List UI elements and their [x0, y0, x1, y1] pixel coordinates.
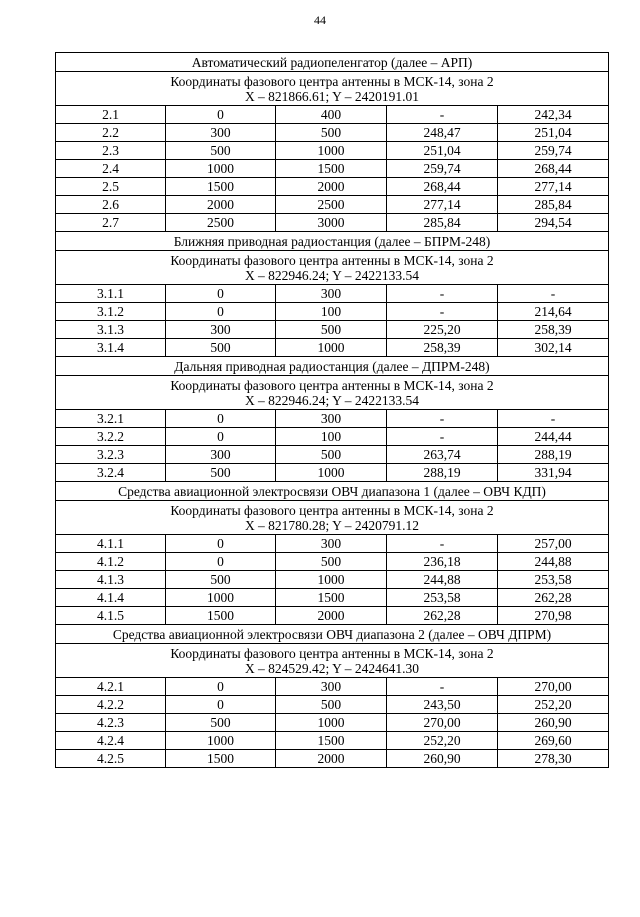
distance-from-cell: 1500	[166, 607, 276, 625]
coordinates-row	[56, 376, 609, 410]
distance-to-cell: 300	[276, 678, 387, 696]
height-from-cell: 277,14	[387, 196, 498, 214]
height-from-cell: 252,20	[387, 732, 498, 750]
distance-to-cell: 500	[276, 124, 387, 142]
distance-to-cell: 1000	[276, 464, 387, 482]
height-from-cell: 243,50	[387, 696, 498, 714]
height-from-cell: 253,58	[387, 589, 498, 607]
table-row	[56, 571, 609, 589]
distance-from-cell: 1000	[166, 160, 276, 178]
distance-to-cell: 2000	[276, 607, 387, 625]
section-title: Дальняя приводная радиостанция (далее – ДПРМ-248)	[56, 357, 609, 376]
coordinates-values: X – 821780.28; Y – 2420791.12	[244, 517, 420, 533]
height-from-cell: 288,19	[387, 464, 498, 482]
height-from-cell: 258,39	[387, 339, 498, 357]
row-number-cell: 4.1.1	[56, 535, 166, 553]
height-to-cell: 260,90	[498, 714, 609, 732]
height-to-cell: 259,74	[498, 142, 609, 160]
row-number-cell: 4.2.3	[56, 714, 166, 732]
distance-from-cell: 1000	[166, 589, 276, 607]
table-row	[56, 321, 609, 339]
height-to-cell: 258,39	[498, 321, 609, 339]
distance-to-cell: 500	[276, 553, 387, 571]
height-to-cell: 268,44	[498, 160, 609, 178]
section-title-row	[56, 625, 609, 644]
row-number-cell: 3.1.2	[56, 303, 166, 321]
distance-to-cell: 2000	[276, 178, 387, 196]
height-from-cell: 225,20	[387, 321, 498, 339]
height-from-cell: 236,18	[387, 553, 498, 571]
section-title-row	[56, 357, 609, 376]
height-to-cell: 242,34	[498, 106, 609, 124]
distance-from-cell: 1500	[166, 750, 276, 768]
distance-to-cell: 100	[276, 428, 387, 446]
distance-from-cell: 0	[166, 553, 276, 571]
table-row	[56, 732, 609, 750]
section-title-row	[56, 482, 609, 501]
distance-from-cell: 0	[166, 285, 276, 303]
coordinates-cell	[56, 501, 609, 535]
table-row	[56, 178, 609, 196]
distance-to-cell: 500	[276, 696, 387, 714]
table-row	[56, 428, 609, 446]
height-from-cell: 262,28	[387, 607, 498, 625]
section-title-row	[56, 232, 609, 251]
table-row	[56, 750, 609, 768]
distance-from-cell: 0	[166, 303, 276, 321]
height-to-cell: 270,00	[498, 678, 609, 696]
height-to-cell: 253,58	[498, 571, 609, 589]
height-to-cell: 214,64	[498, 303, 609, 321]
distance-from-cell: 2500	[166, 214, 276, 232]
obstacle-limit-table	[55, 52, 609, 768]
distance-to-cell: 1500	[276, 589, 387, 607]
row-number-cell: 4.2.5	[56, 750, 166, 768]
height-to-cell: 277,14	[498, 178, 609, 196]
table-row	[56, 553, 609, 571]
table-row	[56, 607, 609, 625]
row-number-cell: 2.4	[56, 160, 166, 178]
distance-from-cell: 500	[166, 339, 276, 357]
height-to-cell: 244,88	[498, 553, 609, 571]
row-number-cell: 2.5	[56, 178, 166, 196]
page-number: 44	[314, 13, 326, 27]
coordinates-row	[56, 501, 609, 535]
distance-from-cell: 500	[166, 142, 276, 160]
distance-to-cell: 1500	[276, 160, 387, 178]
distance-from-cell: 500	[166, 464, 276, 482]
height-to-cell: 270,98	[498, 607, 609, 625]
height-from-cell: 270,00	[387, 714, 498, 732]
section-title: Ближняя приводная радиостанция (далее – БПРМ-248)	[56, 232, 609, 251]
row-number-cell: 4.2.4	[56, 732, 166, 750]
height-from-cell: -	[387, 106, 498, 124]
distance-to-cell: 2500	[276, 196, 387, 214]
distance-from-cell: 300	[166, 124, 276, 142]
row-number-cell: 3.1.3	[56, 321, 166, 339]
row-number-cell: 3.2.2	[56, 428, 166, 446]
height-from-cell: -	[387, 410, 498, 428]
table-row	[56, 339, 609, 357]
height-to-cell: 262,28	[498, 589, 609, 607]
coordinates-cell	[56, 644, 609, 678]
table-row	[56, 535, 609, 553]
distance-from-cell: 0	[166, 106, 276, 124]
table-row	[56, 214, 609, 232]
coordinates-heading: Координаты фазового центра антенны в МСК-14, зона 2	[170, 252, 494, 268]
section-title: Средства авиационной электросвязи ОВЧ диапазона 1 (далее – ОВЧ КДП)	[56, 482, 609, 501]
height-from-cell: 251,04	[387, 142, 498, 160]
height-from-cell: -	[387, 428, 498, 446]
row-number-cell: 4.2.1	[56, 678, 166, 696]
table-row	[56, 160, 609, 178]
row-number-cell: 4.1.5	[56, 607, 166, 625]
table-row	[56, 714, 609, 732]
row-number-cell: 2.6	[56, 196, 166, 214]
distance-to-cell: 500	[276, 446, 387, 464]
distance-from-cell: 500	[166, 571, 276, 589]
row-number-cell: 4.1.2	[56, 553, 166, 571]
distance-to-cell: 300	[276, 410, 387, 428]
height-to-cell: 285,84	[498, 196, 609, 214]
row-number-cell: 3.1.1	[56, 285, 166, 303]
distance-to-cell: 400	[276, 106, 387, 124]
coordinates-row	[56, 644, 609, 678]
row-number-cell: 2.2	[56, 124, 166, 142]
row-number-cell: 2.3	[56, 142, 166, 160]
coordinates-values: X – 822946.24; Y – 2422133.54	[244, 267, 420, 283]
row-number-cell: 3.1.4	[56, 339, 166, 357]
coordinates-cell	[56, 251, 609, 285]
distance-from-cell: 1500	[166, 178, 276, 196]
table-row	[56, 678, 609, 696]
distance-to-cell: 1500	[276, 732, 387, 750]
coordinates-heading: Координаты фазового центра антенны в МСК-14, зона 2	[170, 377, 494, 393]
row-number-cell: 2.1	[56, 106, 166, 124]
height-from-cell: 285,84	[387, 214, 498, 232]
height-to-cell: 278,30	[498, 750, 609, 768]
row-number-cell: 4.1.3	[56, 571, 166, 589]
section-title-row	[56, 53, 609, 72]
distance-to-cell: 100	[276, 303, 387, 321]
distance-from-cell: 2000	[166, 196, 276, 214]
distance-to-cell: 1000	[276, 339, 387, 357]
distance-from-cell: 0	[166, 696, 276, 714]
coordinates-heading: Координаты фазового центра антенны в МСК-14, зона 2	[170, 73, 494, 89]
distance-to-cell: 300	[276, 535, 387, 553]
coordinates-row	[56, 72, 609, 106]
distance-from-cell: 0	[166, 428, 276, 446]
height-to-cell: 257,00	[498, 535, 609, 553]
distance-to-cell: 3000	[276, 214, 387, 232]
table-row	[56, 106, 609, 124]
section-title: Средства авиационной электросвязи ОВЧ диапазона 2 (далее – ОВЧ ДПРМ)	[56, 625, 609, 644]
row-number-cell: 2.7	[56, 214, 166, 232]
coordinates-row	[56, 251, 609, 285]
row-number-cell: 3.2.1	[56, 410, 166, 428]
height-to-cell: 251,04	[498, 124, 609, 142]
height-to-cell: 252,20	[498, 696, 609, 714]
table-row	[56, 446, 609, 464]
row-number-cell: 4.2.2	[56, 696, 166, 714]
table-row	[56, 124, 609, 142]
height-to-cell: 302,14	[498, 339, 609, 357]
distance-from-cell: 500	[166, 714, 276, 732]
height-to-cell: 288,19	[498, 446, 609, 464]
height-to-cell: 244,44	[498, 428, 609, 446]
coordinates-values: X – 821866.61; Y – 2420191.01	[244, 88, 420, 104]
height-to-cell: 269,60	[498, 732, 609, 750]
table-row	[56, 464, 609, 482]
distance-from-cell: 300	[166, 321, 276, 339]
distance-from-cell: 1000	[166, 732, 276, 750]
table-row	[56, 696, 609, 714]
height-to-cell: 294,54	[498, 214, 609, 232]
distance-to-cell: 1000	[276, 714, 387, 732]
table-row	[56, 285, 609, 303]
table-body	[56, 53, 609, 768]
height-from-cell: -	[387, 678, 498, 696]
row-number-cell: 3.2.3	[56, 446, 166, 464]
height-from-cell: 244,88	[387, 571, 498, 589]
height-from-cell: 263,74	[387, 446, 498, 464]
row-number-cell: 3.2.4	[56, 464, 166, 482]
height-to-cell: -	[498, 285, 609, 303]
table-row	[56, 303, 609, 321]
table-row	[56, 410, 609, 428]
distance-to-cell: 1000	[276, 142, 387, 160]
coordinates-values: X – 822946.24; Y – 2422133.54	[244, 392, 420, 408]
distance-to-cell: 2000	[276, 750, 387, 768]
distance-to-cell: 500	[276, 321, 387, 339]
height-from-cell: -	[387, 303, 498, 321]
section-title: Автоматический радиопеленгатор (далее – АРП)	[56, 53, 609, 72]
distance-from-cell: 0	[166, 678, 276, 696]
distance-from-cell: 300	[166, 446, 276, 464]
distance-from-cell: 0	[166, 535, 276, 553]
coordinates-heading: Координаты фазового центра антенны в МСК-14, зона 2	[170, 645, 494, 661]
coordinates-cell	[56, 72, 609, 106]
row-number-cell: 4.1.4	[56, 589, 166, 607]
height-to-cell: 331,94	[498, 464, 609, 482]
height-from-cell: 268,44	[387, 178, 498, 196]
distance-to-cell: 1000	[276, 571, 387, 589]
height-from-cell: 259,74	[387, 160, 498, 178]
height-from-cell: -	[387, 285, 498, 303]
coordinates-cell	[56, 376, 609, 410]
table-row	[56, 142, 609, 160]
height-from-cell: -	[387, 535, 498, 553]
coordinates-values: X – 824529.42; Y – 2424641.30	[244, 660, 420, 676]
height-from-cell: 248,47	[387, 124, 498, 142]
coordinates-heading: Координаты фазового центра антенны в МСК-14, зона 2	[170, 502, 494, 518]
distance-to-cell: 300	[276, 285, 387, 303]
height-from-cell: 260,90	[387, 750, 498, 768]
height-to-cell: -	[498, 410, 609, 428]
table-row	[56, 196, 609, 214]
table-row	[56, 589, 609, 607]
distance-from-cell: 0	[166, 410, 276, 428]
